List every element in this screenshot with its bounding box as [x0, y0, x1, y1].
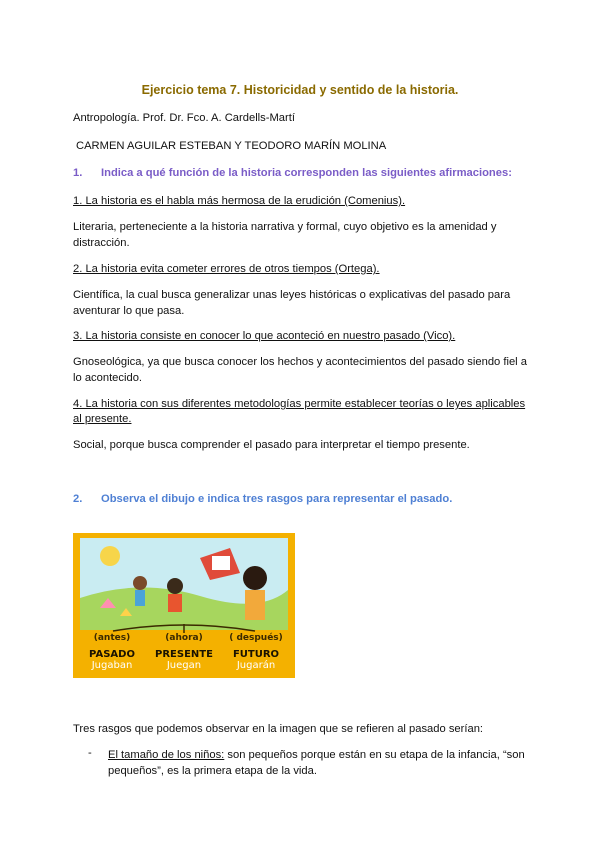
illustration-labels: [73, 633, 295, 678]
question-2-number: 2.: [73, 493, 83, 505]
bullet-line-1: [108, 747, 528, 763]
question-1-number: 1.: [73, 167, 83, 179]
document-title: Ejercicio tema 7. Historicidad y sentido de la historia.: [141, 83, 459, 97]
intro-line: Tres rasgos que podemos observar en la imagen que se refieren al pasado serían:: [73, 723, 484, 735]
answer-2-line-2: aventurar lo que pasa.: [73, 305, 185, 317]
label-pasado-name: PASADO: [89, 649, 135, 660]
answer-3-line-2: lo acontecido.: [73, 372, 143, 384]
statement-1: 1. La historia es el habla más hermosa de la erudición (Comenius).: [73, 195, 406, 207]
bullet-dash: -: [88, 747, 92, 759]
label-futuro-name: FUTURO: [232, 649, 280, 660]
bullet-rest: son pequeños porque están en su etapa de la infancia, “son: [224, 749, 525, 761]
label-presente-name: PRESENTE: [155, 649, 213, 660]
children-playing-drawing: [80, 538, 288, 630]
answer-1-line-1: Literaria, perteneciente a la historia narrativa y formal, cuyo objetivo es la amenidad y: [73, 221, 497, 233]
label-presente-paren: (ahora): [165, 633, 203, 643]
statement-4-line-2: al presente.: [73, 413, 132, 425]
illustration: [73, 533, 295, 678]
answer-1-line-2: distracción.: [73, 237, 130, 249]
label-futuro-paren: ( después): [229, 633, 283, 643]
bullet-term: El tamaño de los niños:: [108, 749, 225, 761]
label-pasado-verb: Jugaban: [91, 660, 133, 671]
bullet-line-2: pequeños”, es la primera etapa de la vida.: [108, 765, 317, 777]
statement-4-line-1: 4. La historia con sus diferentes metodologías permite establecer teorías o leyes aplicables: [73, 398, 526, 410]
label-futuro-verb: Jugarán: [236, 660, 276, 671]
answer-2-line-1: Científica, la cual busca generalizar unas leyes históricas o explicativas del pasado para: [73, 289, 511, 301]
answer-3-line-1: Gnoseológica, ya que busca conocer los hechos y acontecimientos del pasado siendo fiel a: [73, 356, 528, 368]
course-line: Antropología. Prof. Dr. Fco. A. Cardells-Martí: [73, 112, 295, 124]
authors-line: CARMEN AGUILAR ESTEBAN Y TEODORO MARÍN MOLINA: [76, 140, 387, 152]
question-2: [73, 491, 528, 507]
label-pasado-paren: (antes): [93, 633, 131, 643]
statement-3: 3. La historia consiste en conocer lo que aconteció en nuestro pasado (Vico).: [73, 330, 456, 342]
label-presente: [147, 633, 221, 671]
question-2-text: Observa el dibujo e indica tres rasgos para representar el pasado.: [101, 493, 453, 505]
answer-4: Social, porque busca comprender el pasado para interpretar el tiempo presente.: [73, 439, 470, 451]
timeline-arrows: [73, 621, 295, 635]
label-presente-verb: Juegan: [166, 660, 202, 671]
question-1: [73, 165, 528, 181]
statement-2: 2. La historia evita cometer errores de otros tiempos (Ortega).: [73, 263, 380, 275]
illustration-scene: [80, 538, 288, 630]
question-1-text: Indica a qué función de la historia corresponden las siguientes afirmaciones:: [101, 167, 512, 179]
label-pasado: [75, 633, 149, 671]
label-futuro: [219, 633, 293, 671]
